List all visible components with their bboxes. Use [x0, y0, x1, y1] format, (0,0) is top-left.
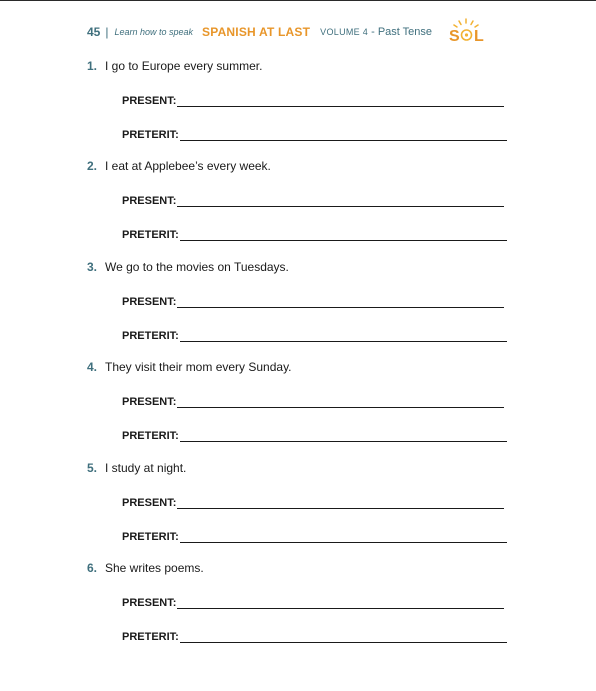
- present-label: PRESENT:: [122, 296, 177, 308]
- preterit-label: PRETERIT:: [122, 129, 179, 141]
- header-separator: |: [105, 25, 109, 39]
- exercise-prompt: [87, 158, 517, 174]
- answer-line[interactable]: [180, 430, 507, 442]
- exercise-sentence: They visit their mom every Sunday.: [105, 360, 292, 374]
- volume-label: VOLUME 4: [320, 27, 369, 37]
- preterit-answer-field[interactable]: [122, 529, 507, 543]
- exercise-sentence: We go to the movies on Tuesdays.: [105, 260, 289, 274]
- exercise-item: [87, 560, 517, 643]
- preterit-answer-field[interactable]: [122, 629, 507, 643]
- brand-title: SPANISH AT LAST: [202, 25, 311, 39]
- page-header: [87, 18, 517, 46]
- exercise-sentence: I go to Europe every summer.: [105, 59, 263, 73]
- exercise-prompt: [87, 259, 517, 275]
- sal-logo-icon: [446, 18, 486, 46]
- preterit-answer-field[interactable]: [122, 127, 507, 141]
- present-label: PRESENT:: [122, 396, 177, 408]
- answer-line[interactable]: [180, 631, 507, 643]
- exercise-number: 6.: [87, 561, 98, 575]
- exercise-number: 5.: [87, 461, 98, 475]
- exercise-prompt: [87, 359, 517, 375]
- page-number: 45: [87, 25, 101, 39]
- answer-line[interactable]: [177, 396, 504, 408]
- present-label: PRESENT:: [122, 597, 177, 609]
- present-answer-field[interactable]: [122, 394, 504, 408]
- preterit-label: PRETERIT:: [122, 430, 179, 442]
- exercise-prompt: [87, 58, 517, 74]
- exercise-sentence: She writes poems.: [105, 561, 204, 575]
- exercise-number: 3.: [87, 260, 98, 274]
- preterit-answer-field[interactable]: [122, 227, 507, 241]
- preterit-label: PRETERIT:: [122, 631, 179, 643]
- answer-line[interactable]: [177, 296, 504, 308]
- exercise-sentence: I eat at Applebee’s every week.: [105, 159, 271, 173]
- preterit-label: PRETERIT:: [122, 531, 179, 543]
- header-tagline: Learn how to speak: [114, 27, 194, 37]
- answer-line[interactable]: [180, 229, 507, 241]
- svg-text:L: L: [474, 28, 484, 45]
- exercise-item: [87, 58, 517, 141]
- answer-line[interactable]: [177, 195, 504, 207]
- exercise-item: [87, 460, 517, 543]
- preterit-label: PRETERIT:: [122, 330, 179, 342]
- answer-line[interactable]: [180, 129, 507, 141]
- present-answer-field[interactable]: [122, 595, 504, 609]
- exercise-item: [87, 359, 517, 442]
- answer-line[interactable]: [177, 497, 504, 509]
- present-answer-field[interactable]: [122, 294, 504, 308]
- exercise-item: [87, 259, 517, 342]
- present-label: PRESENT:: [122, 195, 177, 207]
- preterit-answer-field[interactable]: [122, 428, 507, 442]
- volume-subtitle: - Past Tense: [371, 26, 433, 38]
- exercise-number: 1.: [87, 59, 98, 73]
- present-label: PRESENT:: [122, 497, 177, 509]
- exercise-number: 4.: [87, 360, 98, 374]
- present-label: PRESENT:: [122, 95, 177, 107]
- answer-line[interactable]: [180, 531, 507, 543]
- answer-line[interactable]: [177, 597, 504, 609]
- exercise-prompt: [87, 560, 517, 576]
- exercise-prompt: [87, 460, 517, 476]
- preterit-label: PRETERIT:: [122, 229, 179, 241]
- svg-text:S: S: [449, 28, 460, 45]
- present-answer-field[interactable]: [122, 193, 504, 207]
- exercise-item: [87, 158, 517, 241]
- preterit-answer-field[interactable]: [122, 328, 507, 342]
- answer-line[interactable]: [177, 95, 504, 107]
- present-answer-field[interactable]: [122, 495, 504, 509]
- top-border-line: [0, 0, 596, 1]
- exercise-sentence: I study at night.: [105, 461, 187, 475]
- present-answer-field[interactable]: [122, 93, 504, 107]
- exercise-number: 2.: [87, 159, 98, 173]
- answer-line[interactable]: [180, 330, 507, 342]
